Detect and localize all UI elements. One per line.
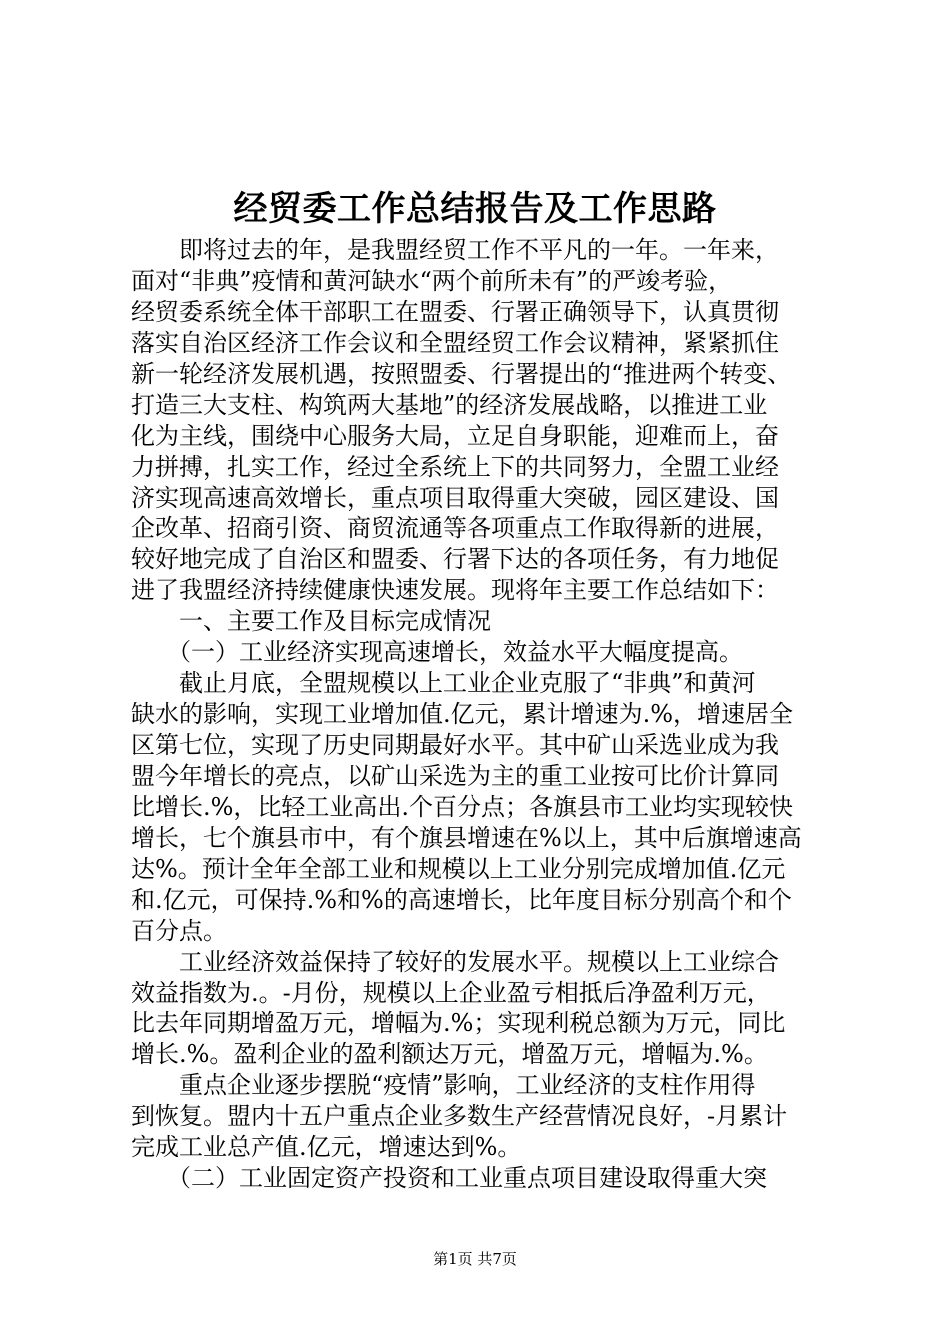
body-line: 到恢复。盟内十五户重点企业多数生产经营情况良好，-月累计	[131, 1102, 788, 1131]
document-body	[131, 235, 831, 1194]
body-line: 和.亿元，可保持.%和%的高速增长，比年度目标分别高个和个	[131, 885, 792, 914]
body-line: 区第七位，实现了历史同期最好水平。其中矿山采选业成为我	[131, 731, 779, 759]
body-line: 打造三大支柱、构筑两大基地”的经济发展战略，以推进工业	[131, 390, 768, 419]
body-line: 完成工业总产值.亿元，增速达到%。	[131, 1133, 522, 1162]
subsection-heading: （二）工业固定资产投资和工业重点项目建设取得重大突	[131, 1164, 767, 1193]
body-line: 工业经济效益保持了较好的发展水平。规模以上工业综合	[131, 947, 779, 976]
body-line: 截止月底，全盟规模以上工业企业克服了“非典”和黄河	[131, 669, 756, 698]
body-line: 效益指数为.。-月份，规模以上企业盈亏相抵后净盈利万元，	[131, 978, 771, 1007]
body-line: 经贸委系统全体干部职工在盟委、行署正确领导下，认真贯彻	[131, 297, 779, 326]
body-line: 增长，七个旗县市中，有个旗县增速在%以上，其中后旗增速高	[131, 823, 802, 852]
body-line: 达%。预计全年全部工业和规模以上工业分别完成增加值.亿元	[131, 854, 786, 883]
subsection-heading: （一）工业经济实现高速增长，效益水平大幅度提高。	[131, 638, 743, 667]
body-line: 面对“非典”疫情和黄河缺水“两个前所未有”的严竣考验，	[131, 266, 733, 295]
body-line: 比去年同期增盈万元，增幅为.%；实现利税总额为万元，同比	[131, 1009, 786, 1038]
document-title: 经贸委工作总结报告及工作思路	[233, 189, 717, 229]
body-line: 力拼搏，扎实工作，经过全系统上下的共同努力，全盟工业经	[131, 452, 779, 481]
body-line: 进了我盟经济持续健康快速发展。现将年主要工作总结如下：	[131, 576, 779, 605]
body-line: 百分点。	[131, 916, 227, 945]
body-line: 企改革、招商引资、商贸流通等各项重点工作取得新的进展，	[131, 514, 779, 543]
body-line: 较好地完成了自治区和盟委、行署下达的各项任务，有力地促	[131, 545, 779, 574]
body-line: 盟今年增长的亮点，以矿山采选为主的重工业按可比价计算同	[131, 761, 779, 790]
body-line: 增长.%。盈利企业的盈利额达万元，增盈万元，增幅为.%。	[131, 1040, 768, 1069]
page-number-footer: 第1页 共7页	[433, 1250, 517, 1268]
body-line: 缺水的影响，实现工业增加值.亿元，累计增速为.%，增速居全	[131, 700, 794, 729]
body-line: 化为主线，围绕中心服务大局，立足自身职能，迎难而上，奋	[131, 421, 779, 450]
body-line: 比增长.%，比轻工业高出.个百分点；各旗县市工业均实现较快	[131, 792, 794, 821]
body-line: 重点企业逐步摆脱“疫情”影响，工业经济的支柱作用得	[131, 1071, 756, 1100]
body-line: 济实现高速高效增长，重点项目取得重大突破，园区建设、国	[131, 483, 779, 512]
body-line: 即将过去的年，是我盟经贸工作不平凡的一年。一年来，	[131, 236, 779, 264]
body-line: 新一轮经济发展机遇，按照盟委、行署提出的“推进两个转变、	[131, 359, 792, 388]
section-heading: 一、主要工作及目标完成情况	[131, 607, 491, 636]
body-line: 落实自治区经济工作会议和全盟经贸工作会议精神，紧紧抓住	[131, 328, 779, 357]
